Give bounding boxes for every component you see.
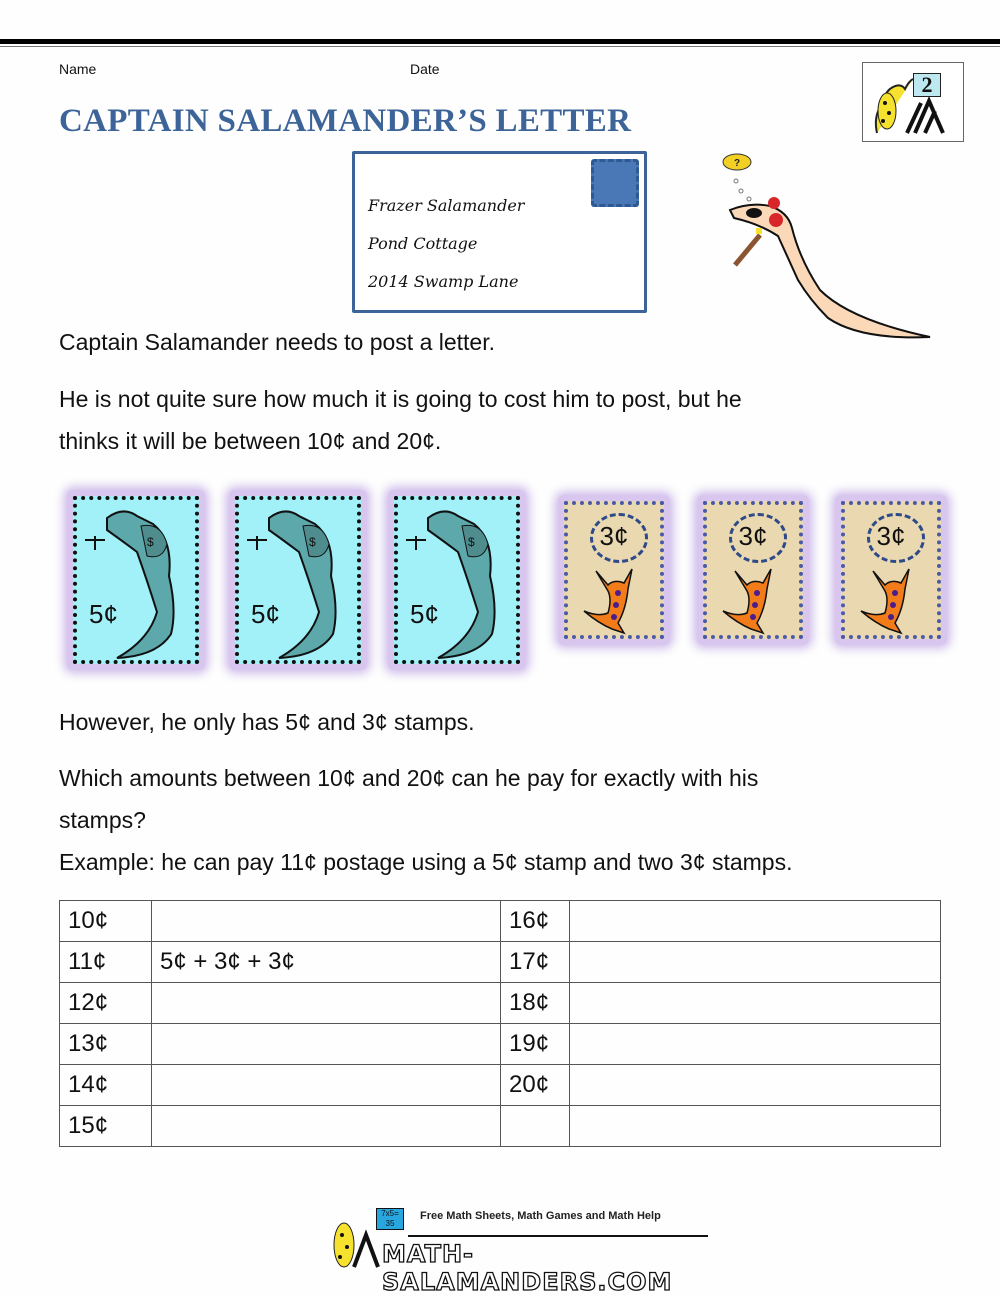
salamander-pencil-icon [700, 150, 940, 340]
stamp-value: 5¢ [410, 599, 439, 629]
salamander-scales-icon [239, 500, 357, 660]
stamp-5-cent [67, 490, 205, 670]
salamander-scales-icon [77, 500, 195, 660]
intro-text: Captain Salamander needs to post a letter. [59, 329, 496, 355]
question-line2: stamps? [59, 807, 146, 833]
page-title: CAPTAIN SALAMANDER’S LETTER [59, 103, 632, 139]
footer-board: 7x5= 35 [376, 1208, 404, 1230]
footer-rule [408, 1235, 708, 1237]
stamp-5-cent [229, 490, 367, 670]
footer-tagline: Free Math Sheets, Math Games and Math Help [420, 1210, 661, 1222]
answer-cell[interactable]: 5¢ + 3¢ + 3¢ [152, 942, 501, 983]
thought-bubble-text: ? [734, 158, 741, 169]
top-rule-thin [0, 46, 1000, 47]
footer-brand[interactable]: MATH-SALAMANDERS.COM [382, 1240, 673, 1296]
stamp-3-cent [558, 495, 670, 645]
stamp-value: 5¢ [89, 599, 118, 629]
amount-cell [501, 1106, 570, 1147]
answer-cell[interactable] [570, 942, 941, 983]
answer-cell[interactable] [152, 983, 501, 1024]
salamander-mascot-icon [320, 1205, 380, 1275]
amount-cell: 10¢ [60, 901, 152, 942]
answer-cell[interactable] [152, 1024, 501, 1065]
orange-salamander-icon [845, 505, 945, 643]
answer-cell[interactable] [152, 1106, 501, 1147]
table-row [60, 1106, 941, 1147]
stamp-value: 3¢ [876, 521, 906, 551]
cost-text-line2: thinks it will be between 10¢ and 20¢. [59, 428, 442, 454]
date-label: Date [410, 61, 440, 77]
cost-text-line1: He is not quite sure how much it is going to cost him to post, but he [59, 386, 742, 412]
amount-cell: 14¢ [60, 1065, 152, 1106]
answer-cell[interactable] [570, 1065, 941, 1106]
amount-cell: 12¢ [60, 983, 152, 1024]
salamander-scales-icon [398, 500, 516, 660]
grade-badge: 2 [913, 73, 941, 97]
svg-text:$: $ [468, 535, 475, 549]
orange-salamander-icon [568, 505, 668, 643]
orange-salamander-icon [707, 505, 807, 643]
stamp-3-cent [835, 495, 947, 645]
question-line1: Which amounts between 10¢ and 20¢ can he pay for exactly with his [59, 765, 759, 791]
svg-text:$: $ [309, 535, 316, 549]
envelope-line: Pond Cottage [368, 234, 478, 253]
stamps-available-text: However, he only has 5¢ and 3¢ stamps. [59, 709, 475, 735]
amount-cell: 20¢ [501, 1065, 570, 1106]
table-row [60, 1024, 941, 1065]
stamp-value: 3¢ [599, 521, 629, 551]
svg-text:$: $ [147, 535, 154, 549]
stamp-value: 3¢ [738, 521, 768, 551]
answer-cell[interactable] [570, 1106, 941, 1147]
envelope-line: 2014 Swamp Lane [368, 272, 519, 291]
amount-cell: 15¢ [60, 1106, 152, 1147]
thinking-salamander-illustration [700, 150, 940, 340]
stamp-value: 5¢ [251, 599, 280, 629]
amount-cell: 19¢ [501, 1024, 570, 1065]
table-row [60, 1065, 941, 1106]
envelope-stamp [591, 159, 639, 207]
answer-cell[interactable] [152, 901, 501, 942]
example-text: Example: he can pay 11¢ postage using a 5¢ stamp and two 3¢ stamps. [59, 849, 793, 875]
grade-logo [862, 62, 964, 142]
envelope [352, 151, 647, 313]
amount-cell: 11¢ [60, 942, 152, 983]
answer-cell[interactable] [152, 1065, 501, 1106]
top-rule [0, 39, 1000, 44]
stamp-3-cent [697, 495, 809, 645]
answer-cell[interactable] [570, 901, 941, 942]
answer-cell[interactable] [570, 1024, 941, 1065]
answer-cell[interactable] [570, 983, 941, 1024]
amount-cell: 13¢ [60, 1024, 152, 1065]
table-row [60, 901, 941, 942]
amount-cell: 17¢ [501, 942, 570, 983]
name-label: Name [59, 61, 97, 77]
table-row [60, 942, 941, 983]
answer-table [59, 900, 941, 1147]
envelope-line: Frazer Salamander [368, 196, 525, 215]
footer-logo[interactable] [320, 1205, 710, 1296]
stamp-5-cent [388, 490, 526, 670]
amount-cell: 18¢ [501, 983, 570, 1024]
amount-cell: 16¢ [501, 901, 570, 942]
table-row [60, 983, 941, 1024]
